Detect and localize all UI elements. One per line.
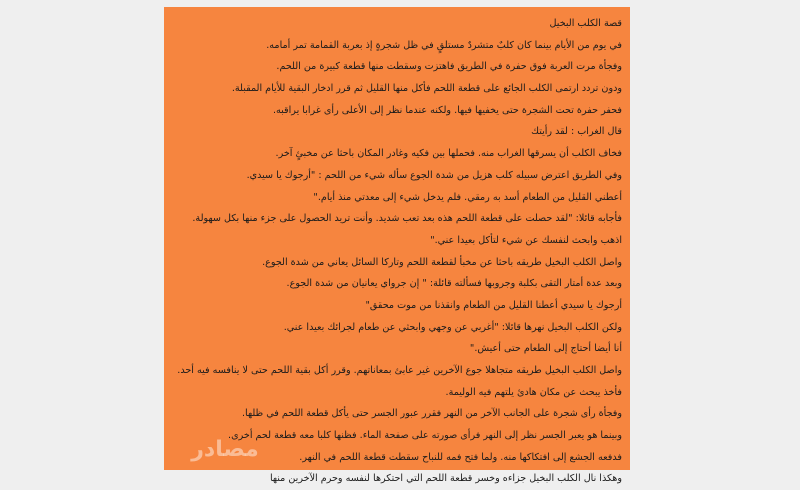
story-line: وفي الطريق اعترض سبيله كلب هزيل من شدة الجوع سأله شيء من اللحم : "أرجوك يا سيدي. xyxy=(246,169,622,181)
story-line: اذهب وابحث لنفسك عن شيء لتأكل بعيدا عني." xyxy=(430,234,622,246)
story-line: فأجابه قائلا: "لقد حصلت على قطعة اللحم هذه بعد تعب شديد. وأنت تريد الحصول على جزء منها بكل سهولة. xyxy=(192,213,622,225)
story-title: قصة الكلب البخيل xyxy=(549,18,622,29)
story-line: وبينما هو يعبر الجسر نظر إلى النهر فرأى صورته على صفحة الماء. فظنها كلبا معه قطعة لحم أخرى. xyxy=(228,430,622,442)
story-line: واصل الكلب البخيل طريقه باحثا عن مخبأ لقطعة اللحم وتاركا السائل يعاني من شدة الجوع. xyxy=(262,256,622,268)
story-line: فأخذ يبحث عن مكان هادئ يلتهم فيه الوليمة. xyxy=(445,386,622,398)
story-line: فخاف الكلب أن يسرقها الغراب منه. فحملها بين فكيه وغادر المكان باحثا عن مخبئٍ آخر. xyxy=(275,148,622,160)
story-line: واصل الكلب البخيل طريقه متجاهلا جوع الآخرين غير عابئ بمعاناتهم. وقرر أكل بقية اللحم حتى لا ينافسه فيه أحد. xyxy=(177,365,622,376)
story-line: وفجأة رأى شجرة على الجانب الآخر من النهر فقرر عبور الجسر حتى يأكل قطعة اللحم في ظلها. xyxy=(241,408,622,420)
story-line: في يوم من الأيام بينما كان كلبٌ متشردٌ مستلقٍ في ظل شجرةٍ إذ بعربة القمامة تمر أمامه. xyxy=(266,39,622,51)
watermark-logo: مصادر xyxy=(191,437,259,462)
story-line: أعطني القليل من الطعام أسد به رمقي. فلم يدخل شيء إلى معدتي منذ أيام." xyxy=(313,191,622,203)
story-line: فحفر حفرة تحت الشجرة حتى يخفيها فيها. ولكنه عندما نظر إلى الأعلى رأى غرابا يراقبه. xyxy=(272,104,622,116)
story-line: قال الغراب : لقد رأيتك xyxy=(531,126,622,138)
story-line: ودون تردد ارتمى الكلب الجائع على قطعة اللحم فأكل منها القليل ثم قرر ادخار البقية للأيام المقبلة. xyxy=(231,83,622,95)
story-line: ولكن الكلب البخيل نهرها قائلا: "أغربي عن وجهي وابحثي عن طعام لجرائك بعيدا عني. xyxy=(283,321,622,333)
story-line: أنا أيضا أحتاج إلى الطعام حتى أعيش." xyxy=(469,343,622,355)
story-line: وهكذا نال الكلب البخيل جزاءه وخسر قطعة اللحم التي احتكرها لنفسه وحرم الآخرين منها xyxy=(269,473,622,485)
story-text xyxy=(164,7,630,490)
story-line: وبعد عدة أمتار التقى بكلبة وجروبها فسألته قائلة: " إن جرواي يعانيان من شدة الجوع. xyxy=(286,278,622,290)
story-line: فدفعه الجشع إلى افتكاكها منه. ولما فتح فمه للنباح سقطت قطعة اللحم في النهر. xyxy=(299,451,622,463)
story-line: وفجأة مرت العربة فوق حفرة في الطريق فاهتزت وسقطت منها قطعة كبيرة من اللحم. xyxy=(276,61,622,73)
story-line: أرجوك يا سيدي أعطنا القليل من الطعام وانقذنا من موت محقق" xyxy=(365,299,622,311)
story-card xyxy=(164,7,630,485)
